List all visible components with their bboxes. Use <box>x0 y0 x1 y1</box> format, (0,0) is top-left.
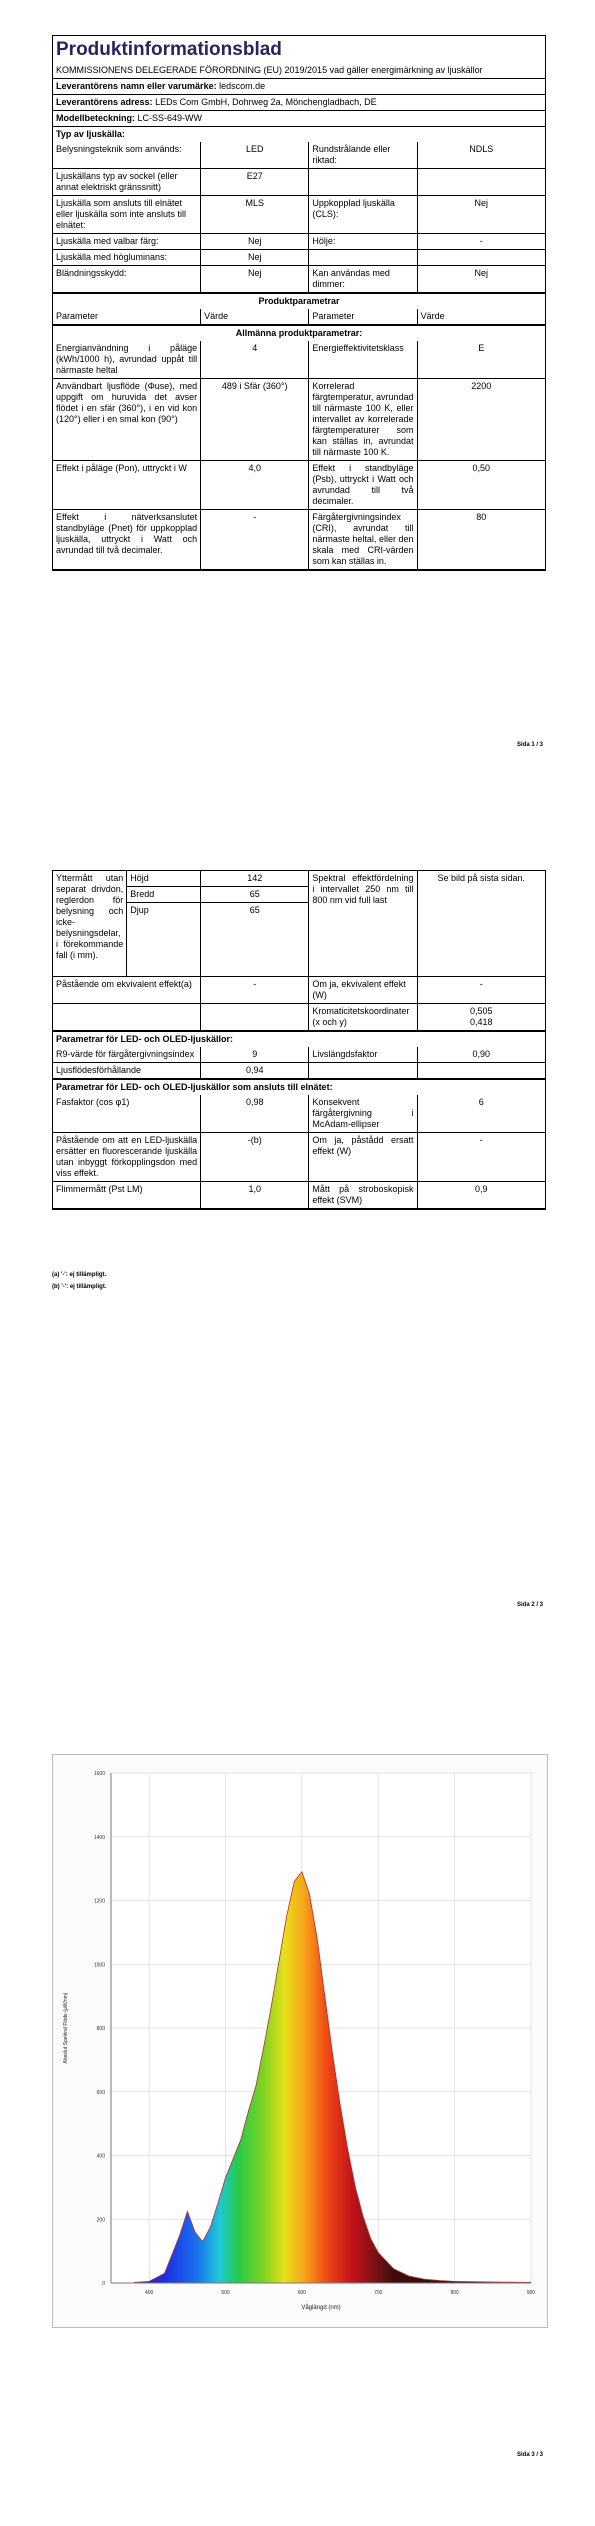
supplier-name-row <box>53 78 545 94</box>
footnote-a: (a) '-': ej tillämpligt. <box>52 1272 107 1278</box>
mains-param-label-2: Om ja, påstådd ersatt effekt (W) <box>309 1133 417 1182</box>
flux-label: Ljusflödesförhållande <box>53 1063 201 1079</box>
chroma-empty-mid <box>201 1004 309 1031</box>
mains-param-value: -(b) <box>201 1133 309 1182</box>
type-param-label: Ljuskällans typ av sockel (eller annat elektriskt gränssnitt) <box>53 169 201 196</box>
spectrum-point <box>225 2178 226 2179</box>
flux-empty-2 <box>417 1063 545 1079</box>
dims-label: Yttermått utan separat drivdon, reglerdon för belysning och icke-belysningsdelar, i förekommande fall (i mm). <box>53 871 127 977</box>
dims-table <box>53 871 545 977</box>
general-param-value: - <box>201 510 309 570</box>
mains-param-label: Fasfaktor (cos φ1) <box>53 1095 201 1133</box>
spectrum-point <box>149 2281 150 2282</box>
type-param-label-2: Rundstrålande eller riktad: <box>309 142 417 169</box>
type-heading: Typ av ljuskälla: <box>53 126 545 142</box>
mains-param-value-2: 6 <box>417 1095 545 1133</box>
y-tick-label: 0 <box>102 2281 105 2287</box>
spectrum-point <box>271 2005 272 2006</box>
spectrum-point <box>340 2104 341 2105</box>
spectrum-point <box>409 2276 410 2277</box>
spectrum-point <box>454 2281 455 2282</box>
dim-width-name: Bredd <box>127 887 201 903</box>
page-number-3: Sida 3 / 3 <box>516 2452 543 2458</box>
chroma-x: 0,505 <box>470 1006 493 1016</box>
type-param-label: Bländningsskydd: <box>53 266 201 293</box>
mains-param-row <box>53 1095 545 1133</box>
page-3 <box>0 1660 595 2526</box>
life-label: Livslängdsfaktor <box>309 1047 417 1063</box>
y-tick-label: 1200 <box>93 1898 105 1905</box>
type-param-value: LED <box>201 142 309 169</box>
general-param-label: Energianvändning i påläge (kWh/1000 h), avrundad uppåt till närmaste heltal <box>53 341 201 379</box>
spectrum-point <box>424 2279 425 2280</box>
equiv-label: Påstående om ekvivalent effekt(a) <box>53 977 201 1004</box>
y-tick-label: 1000 <box>93 1962 105 1969</box>
dim-height-value: 142 <box>201 871 309 887</box>
type-row <box>53 169 545 196</box>
chroma-y: 0,418 <box>470 1017 493 1027</box>
spectrum-point <box>325 1996 326 1997</box>
model-value: LC-SS-649-WW <box>137 113 203 123</box>
type-row <box>53 234 545 250</box>
spectrum-point <box>202 2241 203 2242</box>
spectrum-point <box>187 2211 188 2212</box>
spectral-value: Se bild på sista sidan. <box>417 871 545 977</box>
y-tick-label: 800 <box>96 2026 105 2032</box>
spectrum-point <box>332 2053 333 2054</box>
y-tick-label: 1400 <box>93 1834 105 1841</box>
type-param-label: Ljuskälla som ansluts till elnätet eller ljuskälla som inte ansluts till elnätet: <box>53 196 201 234</box>
page-2 <box>0 860 595 1660</box>
spectrum-point <box>233 2158 234 2159</box>
type-param-value: MLS <box>201 196 309 234</box>
led-params-table <box>53 1047 545 1079</box>
spectral-label: Spektral effektfördelning i intervallet 250 nm till 800 nm vid full last <box>309 871 417 977</box>
mains-param-value: 1,0 <box>201 1182 309 1209</box>
general-param-row <box>53 510 545 570</box>
supplier-address-row <box>53 94 545 110</box>
spectrum-chart-frame <box>52 1754 548 2328</box>
type-param-value-2: - <box>417 234 545 250</box>
type-param-value: Nej <box>201 234 309 250</box>
supplier-name-label: Leverantörens namn eller varumärke: <box>56 81 217 91</box>
spectrum-point <box>302 1872 303 1873</box>
spectrum-point <box>347 2149 348 2150</box>
document-title: Produktinformationsblad <box>56 39 282 60</box>
equiv-w-value: - <box>417 977 545 1004</box>
equiv-value: - <box>201 977 309 1004</box>
type-param-value-2: Nej <box>417 266 545 293</box>
type-param-label-2: Kan användas med dimmer: <box>309 266 417 293</box>
spectrum-point <box>279 1961 280 1962</box>
type-row <box>53 266 545 293</box>
type-param-label: Ljuskälla med högluminans: <box>53 250 201 266</box>
y-tick-label: 600 <box>96 2089 105 2096</box>
general-param-label-2: Korrelerad färgtemperatur, avrundad till närmaste 100 K, eller intervallet av korrelerade färgtemperaturer som kan ställas in, avrundat till närmaste 100 K. <box>309 379 417 461</box>
spectrum-point <box>210 2227 211 2228</box>
type-param-label-2 <box>309 169 417 196</box>
product-params-heading: Produktparametrar <box>53 293 545 309</box>
col-header-value-2: Värde <box>417 309 545 325</box>
spectrum-point <box>195 2232 196 2233</box>
mains-params-heading: Parametrar för LED- och OLED-ljuskällor som ansluts till elnätet: <box>53 1079 545 1095</box>
product-info-sheet-continued <box>52 870 546 1210</box>
spectrum-point <box>248 2111 249 2112</box>
flux-empty-1 <box>309 1063 417 1079</box>
spectrum-point <box>363 2216 364 2217</box>
general-param-value-2: 80 <box>417 510 545 570</box>
spectrum-point <box>256 2085 257 2086</box>
spectrum-point <box>294 1881 295 1882</box>
spectrum-point <box>370 2238 371 2239</box>
general-param-label: Effekt i nätverksanslutet standbyläge (Pnet) för uppkopplad ljuskälla, uttryckt i Watt och avrundad till två decimaler. <box>53 510 201 570</box>
footnotes <box>52 1269 107 1293</box>
general-param-label-2: Energieffektivitetsklass <box>309 341 417 379</box>
spectrum-point <box>218 2203 219 2204</box>
type-param-label-2: Hölje: <box>309 234 417 250</box>
general-params-table <box>53 341 545 570</box>
y-tick-label: 200 <box>96 2217 105 2224</box>
page-number-1: Sida 1 / 3 <box>516 742 543 748</box>
supplier-address-label: Leverantörens adress: <box>56 97 153 107</box>
mains-param-label: Påstående om att en LED-ljuskälla ersätter en fluorescerande ljuskälla utan inbyggt förkopplingsdon med viss effekt. <box>53 1133 201 1182</box>
type-param-label-2 <box>309 250 417 266</box>
mains-param-value: 0,98 <box>201 1095 309 1133</box>
general-param-label-2: Färgåtergivningsindex (CRI), avrundat till närmaste heltal, eller den skala med CRI-värden som kan ställas in. <box>309 510 417 570</box>
x-tick-label: 500 <box>221 2290 230 2296</box>
product-info-sheet <box>52 35 546 571</box>
spectrum-point <box>164 2273 165 2274</box>
y-tick-label: 1600 <box>93 1771 105 1777</box>
type-row <box>53 250 545 266</box>
general-param-value-2: 0,50 <box>417 461 545 510</box>
general-param-value: 4 <box>201 341 309 379</box>
type-param-label-2: Uppkopplad ljuskälla (CLS): <box>309 196 417 234</box>
spectrum-point <box>355 2187 356 2188</box>
general-param-row <box>53 379 545 461</box>
type-param-value-2: Nej <box>417 196 545 234</box>
r9-value: 9 <box>201 1047 309 1063</box>
chroma-label: Kromaticitetskoordinater (x och y) <box>309 1004 417 1031</box>
x-tick-label: 600 <box>297 2290 307 2296</box>
page-1 <box>0 0 595 860</box>
x-tick-label: 900 <box>526 2290 536 2296</box>
footnote-b: (b) '-': ej tillämpligt. <box>52 1284 107 1290</box>
col-header-param-1: Parameter <box>53 309 201 325</box>
type-param-value: Nej <box>201 250 309 266</box>
dim-height-name: Höjd <box>127 871 201 887</box>
dim-depth-name: Djup <box>127 903 201 977</box>
general-param-value-2: 2200 <box>417 379 545 461</box>
dim-width-value: 65 <box>201 887 309 903</box>
type-row <box>53 196 545 234</box>
model-label: Modellbeteckning: <box>56 113 136 123</box>
spectrum-point <box>439 2280 440 2281</box>
type-param-value: Nej <box>201 266 309 293</box>
spectral-distribution-chart <box>53 1755 547 2327</box>
spectrum-point <box>317 1939 318 1940</box>
spectrum-point <box>378 2252 379 2253</box>
mains-param-value-2: - <box>417 1133 545 1182</box>
x-tick-label: 700 <box>374 2290 383 2296</box>
x-axis-label: Våglängd (nm) <box>301 2305 341 2311</box>
type-param-value-2: NDLS <box>417 142 545 169</box>
mains-param-label-2: Konsekvent färgåtergivning i McAdam-ellipser <box>309 1095 417 1133</box>
r9-label: R9-värde för färgåtergivningsindex <box>53 1047 201 1063</box>
mains-params-table <box>53 1095 545 1209</box>
general-param-value: 4,0 <box>201 461 309 510</box>
chroma-empty-left <box>53 1004 201 1031</box>
type-table <box>53 142 545 293</box>
general-param-row <box>53 461 545 510</box>
y-axis-label: Absolut Spektral Flöde (µW/nm) <box>63 1992 69 2064</box>
general-param-row <box>53 341 545 379</box>
general-param-value-2: E <box>417 341 545 379</box>
supplier-address-value: LEDs Com GmbH, Dohrweg 2a, Mönchengladbach, DE <box>155 97 377 107</box>
spectrum-point <box>263 2047 264 2048</box>
params-header-table <box>53 309 545 325</box>
led-params-heading: Parametrar för LED- och OLED-ljuskällor: <box>53 1031 545 1047</box>
supplier-name-value: ledscom.de <box>219 81 266 91</box>
spectrum-point <box>393 2268 394 2269</box>
col-header-param-2: Parameter <box>309 309 417 325</box>
general-params-heading: Allmänna produktparametrar: <box>53 325 545 341</box>
life-value: 0,90 <box>417 1047 545 1063</box>
general-param-label: Användbart ljusflöde (Φuse), med uppgift om huruvida det avser flödet i en sfär (360°), i en vid kon (120°) eller i en smal kon (90°) <box>53 379 201 461</box>
regulation-text: KOMMISSIONENS DELEGERADE FÖRORDNING (EU) 2019/2015 vad gäller energimärkning av ljuskällor <box>56 65 483 75</box>
type-param-label: Belysningsteknik som används: <box>53 142 201 169</box>
spectrum-point <box>493 2282 494 2283</box>
equiv-w-label: Om ja, ekvivalent effekt (W) <box>309 977 417 1004</box>
equiv-table <box>53 977 545 1031</box>
page-number-2: Sida 2 / 3 <box>516 1602 543 1608</box>
mains-param-label-2: Mått på stroboskopisk effekt (SVM) <box>309 1182 417 1209</box>
spectrum-point <box>241 2139 242 2140</box>
type-row <box>53 142 545 169</box>
model-row <box>53 110 545 126</box>
type-param-value: E27 <box>201 169 309 196</box>
flux-value: 0,94 <box>201 1063 309 1079</box>
mains-param-label: Flimmermått (Pst LM) <box>53 1182 201 1209</box>
col-header-value-1: Värde <box>201 309 309 325</box>
chroma-values <box>417 1004 545 1031</box>
general-param-value: 489 i Sfär (360°) <box>201 379 309 461</box>
spectrum-point <box>309 1894 310 1895</box>
spectrum-point <box>179 2235 180 2236</box>
type-param-value-2 <box>417 250 545 266</box>
mains-param-value-2: 0,9 <box>417 1182 545 1209</box>
type-param-value-2 <box>417 169 545 196</box>
mains-param-row <box>53 1182 545 1209</box>
mains-param-row <box>53 1133 545 1182</box>
dim-depth-value: 65 <box>201 903 309 977</box>
x-tick-label: 800 <box>450 2290 459 2296</box>
type-param-label: Ljuskälla med valbar färg: <box>53 234 201 250</box>
general-param-label-2: Effekt i standbyläge (Psb), uttryckt i Watt och avrundad till två decimaler. <box>309 461 417 510</box>
general-param-label: Effekt i påläge (Pon), uttryckt i W <box>53 461 201 510</box>
spectrum-point <box>286 1916 287 1917</box>
y-tick-label: 400 <box>96 2153 105 2160</box>
x-tick-label: 400 <box>145 2290 154 2296</box>
